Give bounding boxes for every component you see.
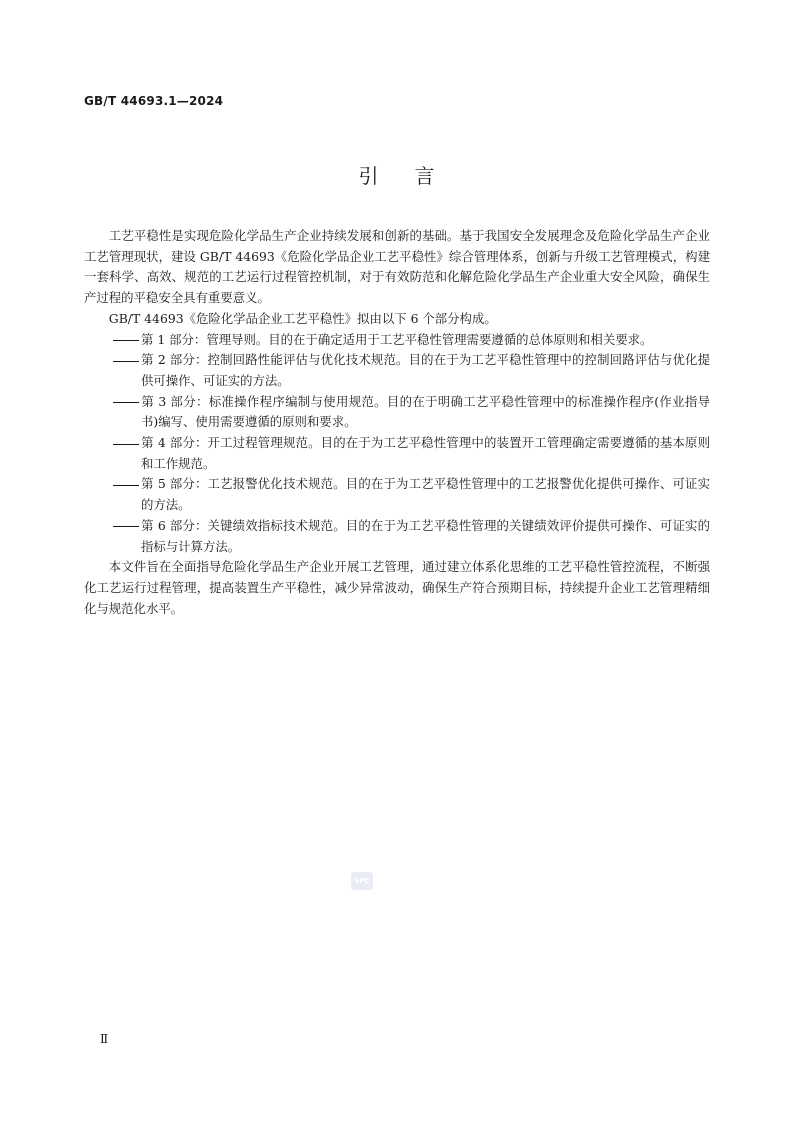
dash-marker [113,525,141,527]
list-item-text: 第 1 部分：管理导则。目的在于确定适用于工艺平稳性管理需要遵循的总体原则和相关要求。 [141,331,653,347]
dash-marker [113,443,141,445]
list-item [84,350,710,391]
document-body [84,226,710,619]
dash-marker [113,484,141,486]
list-item [84,433,710,474]
page-title: 引言 [358,164,471,188]
list-item [84,516,710,557]
page-number: Ⅱ [100,1032,109,1046]
closing-paragraph: 本文件旨在全面指导危险化学品生产企业开展工艺管理，通过建立体系化思维的工艺平稳性管控流程，不断强化工艺运行过程管理，提高装置生产平稳性，减少异常波动，确保生产符合预期目标，持续提升企业工艺管理精细化与规范化水平。 [84,559,710,616]
dash-marker [113,339,141,341]
list-item-text: 第 3 部分：标准操作程序编制与使用规范。目的在于明确工艺平稳性管理中的标准操作程序(作业指导书)编写、使用需要遵循的原则和要求。 [141,393,710,430]
dash-marker [113,360,141,362]
list-item-text: 第 6 部分：关键绩效指标技术规范。目的在于为工艺平稳性管理的关键绩效评价提供可操作、可证实的指标与计算方法。 [141,517,710,554]
list-item [84,392,710,433]
list-item [84,330,710,351]
intro-paragraph: 工艺平稳性是实现危险化学品生产企业持续发展和创新的基础。基于我国安全发展理念及危险化学品生产企业工艺管理现状，建设 GB/T 44693《危险化学品企业工艺平稳性》综合管理体系，创新与升级工艺管理模式，构建一套科学、高效、规范的工艺运行过程管控机制，对于有效防范和化解危险化学品生产企业重大安全风险，确保生产过程的平稳安全具有重要意义。 [84,228,710,306]
parts-intro-paragraph: GB/T 44693《危险化学品企业工艺平稳性》拟由以下 6 个部分构成。 [108,310,497,326]
standard-code: GB/T 44693.1—2024 [84,94,224,108]
list-item-text: 第 5 部分：工艺报警优化技术规范。目的在于为工艺平稳性管理中的工艺报警优化提供可操作、可证实的方法。 [141,476,710,513]
list-item-text: 第 2 部分：控制回路性能评估与优化技术规范。目的在于为工艺平稳性管理中的控制回路评估与优化提供可操作、可证实的方法。 [141,352,710,388]
list-item-text: 第 4 部分：开工过程管理规范。目的在于为工艺平稳性管理中的装置开工管理确定需要遵循的基本原则和工作规范。 [141,435,710,471]
dash-marker [113,401,141,403]
list-item [84,474,710,515]
watermark-logo: SPC [351,872,373,890]
